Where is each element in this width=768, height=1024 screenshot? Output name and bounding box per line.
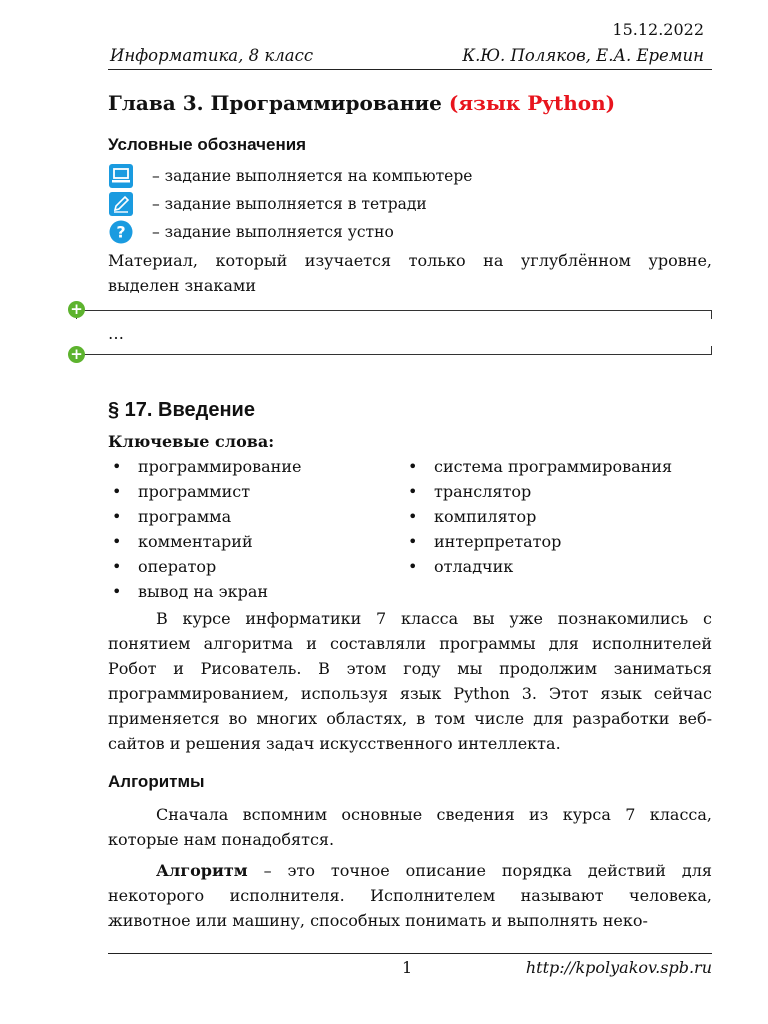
list-item: • отладчик [404, 554, 672, 579]
page-number: 1 [402, 958, 413, 977]
section-title: § 17. Введение [108, 399, 255, 421]
list-item: • интерпретатор [404, 529, 672, 554]
list-item: • система программирования [404, 454, 672, 479]
question-icon [108, 220, 134, 244]
list-item: • программа [108, 504, 404, 529]
legend-text-notebook: – задание выполняется в тетради [152, 195, 427, 213]
chapter-title-main: Глава 3. Программирование [108, 91, 449, 115]
advanced-bracket-top [76, 310, 712, 319]
keywords-column-1 [108, 454, 404, 604]
advanced-bracket-bottom [76, 346, 712, 355]
term-algorithm: Алгоритм [156, 861, 248, 880]
header-subject: Информатика, 8 класс [110, 46, 314, 65]
intro-paragraph: В курсе информатики 7 класса вы уже познакомились с понятием алгоритма и составляли программы для исполнителей Робот и Рисователь. В этом году мы продолжим заниматься программированием, используя язык Python 3. Этот язык сейчас применяется во многих областях, в том числе для разработки веб-сайтов и решения задач искусственного интеллекта. [108, 609, 712, 753]
list-item: • программирование [108, 454, 404, 479]
legend-heading: Условные обозначения [108, 135, 307, 154]
header-authors: К.Ю. Поляков, Е.А. Еремин [462, 46, 704, 65]
list-item: • комментарий [108, 529, 404, 554]
chapter-title-language: (язык Python) [448, 91, 616, 115]
legend-item-computer [108, 162, 712, 190]
legend-item-oral [108, 218, 712, 246]
keywords-column-2 [404, 454, 672, 604]
list-item: • компилятор [404, 504, 672, 529]
algorithms-paragraph-1: Сначала вспомним основные сведения из курса 7 класса, которые нам понадобятся. [108, 805, 712, 849]
list-item: • программист [108, 479, 404, 504]
list-item: • оператор [108, 554, 404, 579]
keywords-list [108, 454, 712, 604]
list-item: • вывод на экран [108, 579, 404, 604]
list-item: • транслятор [404, 479, 672, 504]
legend-text-computer: – задание выполняется на компьютере [152, 167, 473, 185]
chapter-title [108, 88, 712, 118]
page-footer [108, 953, 712, 982]
advanced-marker-box [70, 300, 712, 363]
pencil-icon [108, 192, 134, 216]
page-content [70, 88, 712, 933]
date-stamp: 15.12.2022 [612, 20, 704, 39]
subsection-title: Алгоритмы [108, 772, 205, 791]
legend-text-oral: – задание выполняется устно [152, 223, 394, 241]
site-url[interactable]: http://kpolyakov.spb.ru [525, 958, 712, 977]
algorithm-definition: – это точное описание порядка действий для некоторого исполнителя. Исполнителем называют человека, животное или машину, способных понимать и выполнять неко- [108, 861, 712, 930]
algorithms-paragraph-2 [108, 858, 712, 933]
plus-icon: + [68, 301, 85, 318]
computer-icon [108, 164, 134, 188]
advanced-ellipsis: … [108, 324, 124, 343]
keywords-label: Ключевые слова: [108, 432, 275, 451]
advanced-note: Материал, который изучается только на углублённом уровне, выделен знаками [108, 251, 712, 295]
plus-icon: + [68, 346, 85, 363]
legend-item-notebook [108, 190, 712, 218]
page-header [108, 44, 712, 70]
svg-text:?: ? [116, 222, 126, 242]
